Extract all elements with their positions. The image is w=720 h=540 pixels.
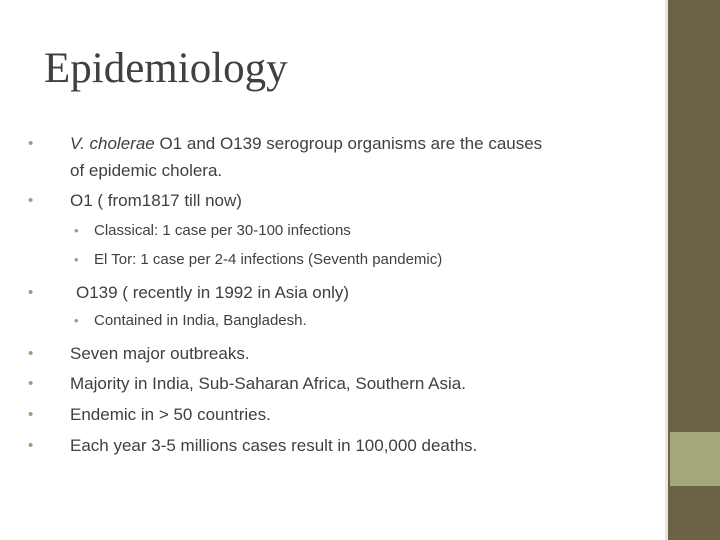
bullet-marker: • <box>28 284 34 301</box>
bullet-text: O1 ( from1817 till now) <box>70 191 242 210</box>
bullet-text: of epidemic cholera. <box>70 161 223 180</box>
bullet-marker: • <box>74 252 79 267</box>
bullet-marker: • <box>28 345 34 362</box>
bullet-text: Contained in India, Bangladesh. <box>94 312 307 329</box>
bullet-text: Endemic in > 50 countries. <box>70 405 271 424</box>
bullet-text: O1 and O139 serogroup organisms are the causes <box>154 134 543 153</box>
bullet-text: El Tor: 1 case per 2-4 infections (Seventh pandemic) <box>94 251 443 268</box>
bullet-text: Each year 3-5 millions cases result in 100,000 deaths. <box>70 436 478 455</box>
bullet-item-vcholerae <box>28 132 543 155</box>
bullet-marker: • <box>28 375 34 392</box>
sub-bullet-contained <box>74 311 307 331</box>
bullet-marker: • <box>28 135 34 152</box>
bullet-text: O139 ( recently in 1992 in Asia only) <box>76 283 350 302</box>
bullet-text: Majority in India, Sub-Saharan Africa, Southern Asia. <box>70 374 466 393</box>
bullet-item-o139 <box>28 281 350 304</box>
bullet-text: Classical: 1 case per 30-100 infections <box>94 222 351 239</box>
bullet-text: Seven major outbreaks. <box>70 344 250 363</box>
bullet-marker: • <box>74 223 79 238</box>
bullet-item-continuation <box>70 159 222 182</box>
side-stripe-decoration <box>665 0 668 540</box>
sub-bullet-el-tor <box>74 250 443 270</box>
bullet-marker: • <box>28 192 34 209</box>
bullet-marker: • <box>74 313 79 328</box>
sub-bullet-classical <box>74 221 351 241</box>
bullet-item-o1 <box>28 189 242 212</box>
bullet-marker: • <box>28 406 34 423</box>
slide-title: Epidemiology <box>44 45 288 92</box>
bullet-item-deaths <box>28 434 478 457</box>
side-block-decoration <box>670 432 720 486</box>
bullet-item-endemic <box>28 403 271 426</box>
bullet-item-majority <box>28 372 466 395</box>
bullet-item-outbreaks <box>28 342 250 365</box>
species-name: V. cholerae <box>70 134 155 153</box>
bullet-marker: • <box>28 437 34 454</box>
